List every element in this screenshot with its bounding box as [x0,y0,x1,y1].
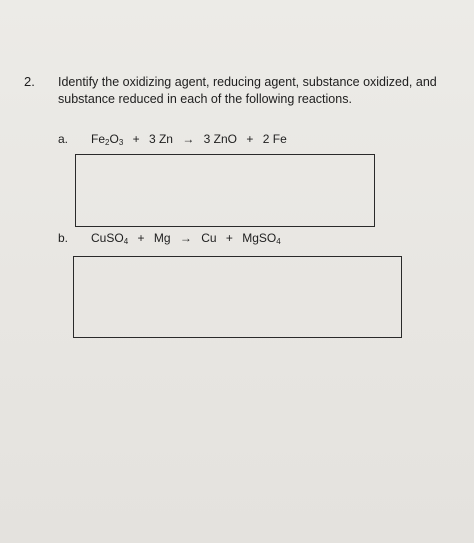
reactant-fe2o3: $Fe_2O_3$ [91,132,124,147]
question-text: Identify the oxidizing agent, reducing agent, substance oxidized, and substance reduced in each of the following reactions. [58,75,437,106]
reactant-cuso4: CuSO$_4$ [91,231,129,246]
reaction-arrow: → [182,132,195,146]
plus-sign: + [225,231,233,245]
product-zno: 3 ZnO [203,132,238,146]
question-number: 2. [24,74,35,89]
product-fe: 2 Fe [262,132,287,146]
answer-box-a[interactable] [75,154,375,227]
part-b-label: b. [58,231,69,245]
plus-sign: + [137,231,145,245]
answer-box-b[interactable] [73,256,402,338]
plus-sign: + [246,132,254,146]
product-mgso4: MgSO$_4$ [242,231,281,246]
reactant-mg: Mg [153,231,171,245]
reaction-arrow: → [179,231,192,245]
product-cu: Cu [201,231,217,245]
part-b-equation [91,231,281,246]
part-a-equation [91,132,287,147]
reactant-zn: 3 Zn [148,132,173,146]
part-a-label: a. [58,132,69,146]
plus-sign: + [132,132,140,146]
